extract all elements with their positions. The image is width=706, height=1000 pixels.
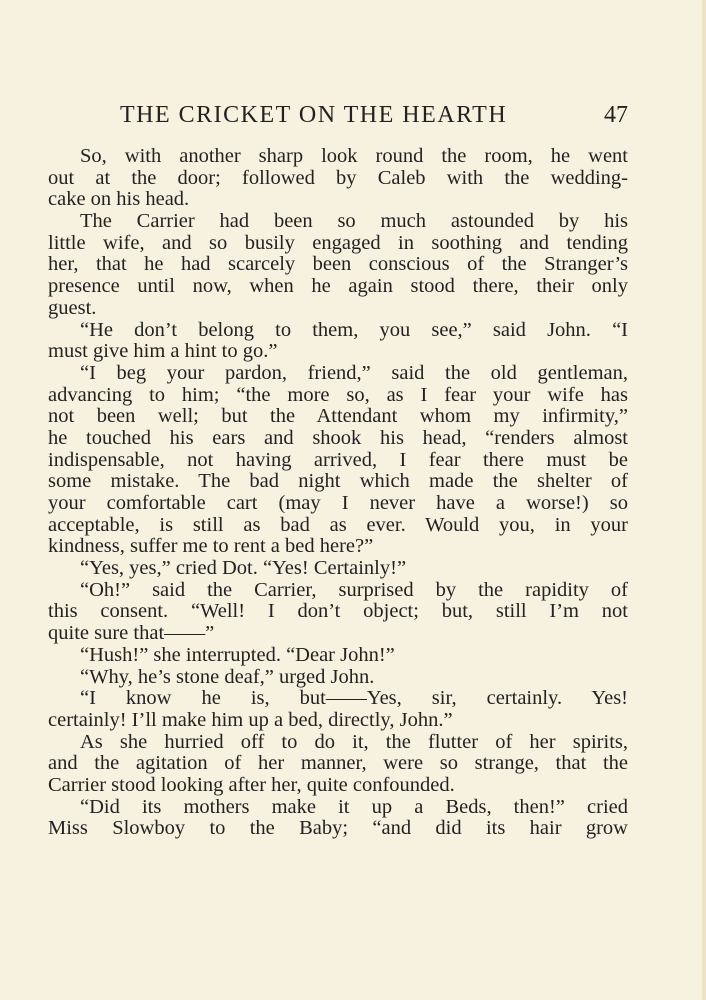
text-line: some mistake. The bad night which made the shelter of <box>48 470 628 493</box>
text-line: this consent. “Well! I don’t object; but, still I’m not <box>48 600 628 623</box>
text-line: “He don’t belong to them, you see,” said John. “I <box>80 318 628 341</box>
text-line: “Did its mothers make it up a Beds, then!” cried <box>80 795 628 818</box>
page-edge <box>702 0 706 1000</box>
text-line: As she hurried off to do it, the flutter of her spirits, <box>80 730 628 753</box>
text-line: kindness, suffer me to rent a bed here?” <box>48 535 374 558</box>
text-line: must give him a hint to go.” <box>48 340 278 363</box>
text-line: “Why, he’s stone deaf,” urged John. <box>80 665 375 688</box>
text-line: acceptable, is still as bad as ever. Would you, in your <box>48 513 628 536</box>
text-line: little wife, and so busily engaged in soothing and tending <box>48 231 628 254</box>
text-line: “Oh!” said the Carrier, surprised by the rapidity of <box>80 578 628 601</box>
text-line: and the agitation of her manner, were so strange, that the <box>48 752 628 775</box>
running-title: THE CRICKET ON THE HEARTH <box>120 102 508 128</box>
text-line: guest. <box>48 296 97 319</box>
text-line: presence until now, when he again stood there, their only <box>48 275 628 298</box>
text-line: The Carrier had been so much astounded by his <box>80 210 628 233</box>
text-line: quite sure that——” <box>48 622 215 645</box>
text-line: certainly! I’ll make him up a bed, directly, John.” <box>48 708 453 731</box>
text-line: your comfortable cart (may I never have a worse!) so <box>48 492 628 514</box>
text-line: “Yes, yes,” cried Dot. “Yes! Certainly!” <box>80 557 407 580</box>
text-line: Miss Slowboy to the Baby; “and did its hair grow <box>48 817 628 840</box>
text-line: So, with another sharp look round the room, he went <box>80 145 628 167</box>
text-line: her, that he had scarcely been conscious of the Stranger’s <box>48 253 628 276</box>
text-line: out at the door; followed by Caleb with the wedding- <box>48 166 628 189</box>
running-header <box>48 98 628 132</box>
text-line: cake on his head. <box>48 188 190 211</box>
text-line: “Hush!” she interrupted. “Dear John!” <box>80 643 395 666</box>
text-line: not been well; but the Attendant whom my infirmity,” <box>48 405 628 428</box>
text-line: advancing to him; “the more so, as I fear your wife has <box>48 383 628 406</box>
text-line: “I beg your pardon, friend,” said the old gentleman, <box>80 361 628 384</box>
text-line: “I know he is, but——Yes, sir, certainly. Yes! <box>80 687 628 710</box>
text-line: indispensable, not having arrived, I fear there must be <box>48 448 628 471</box>
text-line: he touched his ears and shook his head, “renders almost <box>48 426 628 449</box>
text-line: Carrier stood looking after her, quite confounded. <box>48 773 455 796</box>
body-text <box>48 146 628 840</box>
page-number: 47 <box>604 102 628 128</box>
